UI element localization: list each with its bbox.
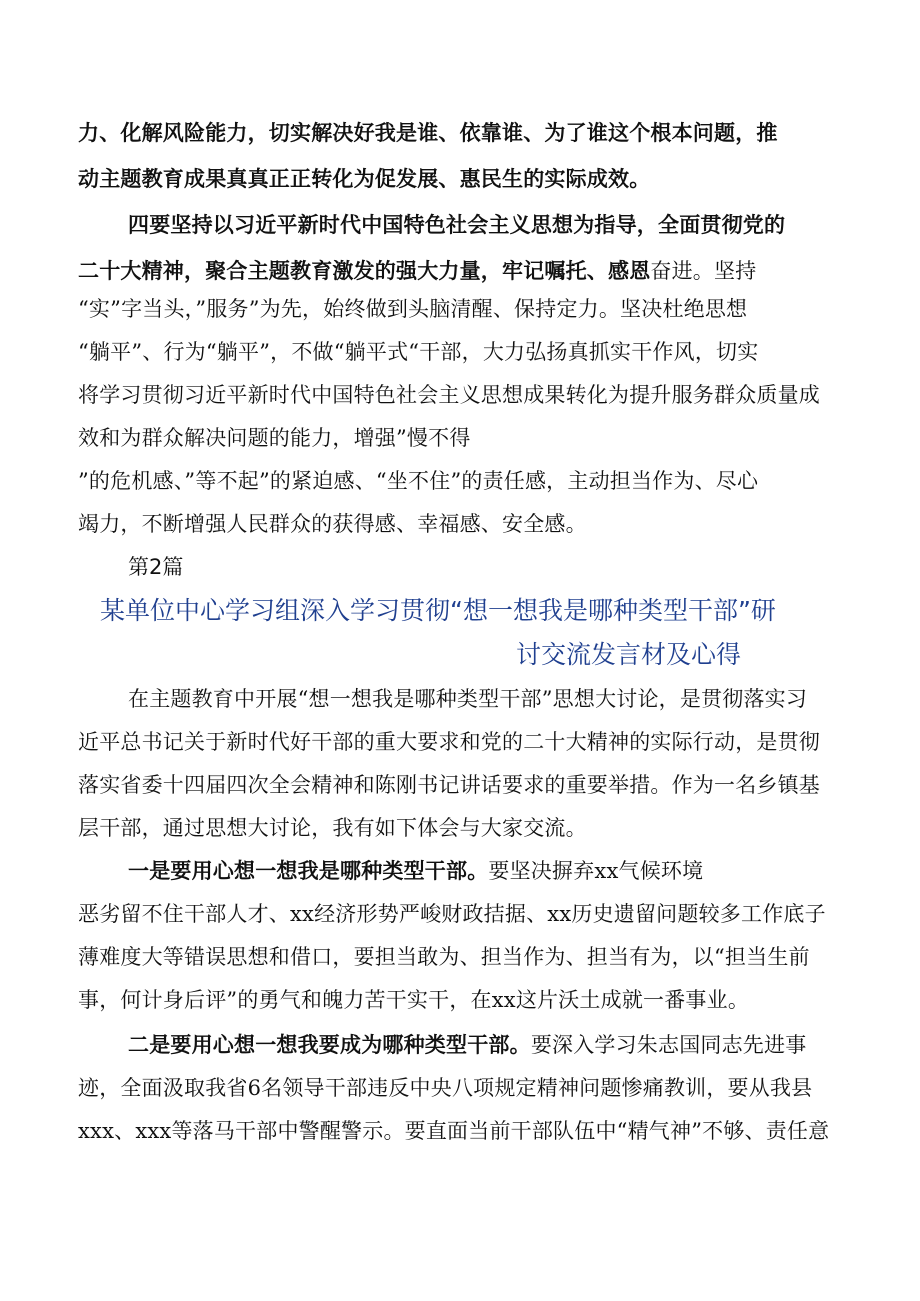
paragraph-line: 竭力，不断增强人民群众的获得感、幸福感、安全感。 bbox=[78, 512, 587, 536]
paragraph-line bbox=[128, 856, 848, 886]
paragraph-line: “实”字当头，”服务”为先，始终做到头脑清醒、保持定力。坚决杜绝思想 bbox=[78, 297, 748, 321]
text-phrase: 奋进。坚持 bbox=[650, 259, 757, 283]
paragraph-line: ”的危机感、”等不起”的紧迫感、“坐不住”的责任感，主动担当作为、尽心 bbox=[78, 469, 759, 493]
paragraph-line: 落实省委十四届四次全会精神和陈刚书记讲话要求的重要举措。作为一名乡镇基 bbox=[78, 773, 820, 797]
paragraph-line: 层干部，通过思想大讨论，我有如下体会与大家交流。 bbox=[78, 816, 587, 840]
paragraph-line: 恶劣留不住干部人才、xx经济形势严峻财政拮据、xx历史遗留问题较多工作底子 bbox=[78, 902, 826, 926]
paragraph-line: 薄难度大等错误思想和借口，要担当敢为、担当作为、担当有为，以“担当生前 bbox=[78, 945, 810, 969]
paragraph-line: 将学习贯彻习近平新时代中国特色社会主义思想成果转化为提升服务群众质量成 bbox=[78, 383, 820, 407]
bold-phrase: 二是要用心想一想我要成为哪种类型干部。 bbox=[128, 1033, 531, 1057]
text-phrase: 要深入学习朱志国同志先进事 bbox=[530, 1033, 807, 1057]
article-title-line-1: 某单位中心学习组深入学习贯彻“想一想我是哪种类型干部”研 bbox=[100, 596, 776, 625]
paragraph-line: 事，何计身后评”的勇气和魄力苦干实干，在xx这片沃土成就一番事业。 bbox=[78, 988, 750, 1012]
paragraph-line: 迹，全面汲取我省6名领导干部违反中央八项规定精神问题惨痛教训，要从我县 bbox=[78, 1076, 813, 1100]
article-title-line-2: 讨交流发言材及心得 bbox=[516, 640, 742, 669]
bold-phrase: 二十大精神，聚合主题教育激发的强大力量，牢记嘱托、感恩 bbox=[78, 259, 651, 283]
paragraph-line bbox=[128, 1030, 848, 1060]
bold-phrase: 一是要用心想一想我是哪种类型干部。 bbox=[128, 859, 489, 883]
paragraph-line: 力、化解风险能力，切实解决好我是谁、依靠谁、为了谁这个根本问题，推 bbox=[78, 121, 778, 145]
text-phrase: 要坚决摒弃xx气候环境 bbox=[488, 859, 704, 883]
paragraph-line: 近平总书记关于新时代好干部的重大要求和党的二十大精神的实际行动，是贯彻 bbox=[78, 730, 820, 754]
paragraph-line: 在主题教育中开展“想一想我是哪种类型干部”思想大讨论，是贯彻落实习 bbox=[128, 687, 808, 711]
paragraph-line: xxx、xxx等落马干部中警醒警示。要直面当前干部队伍中“精气神”不够、责任意 bbox=[78, 1119, 830, 1143]
paragraph-line: 四要坚持以习近平新时代中国特色社会主义思想为指导，全面贯彻党的 bbox=[128, 213, 786, 237]
paragraph-line bbox=[78, 256, 848, 286]
paragraph-line: 效和为群众解决问题的能力，增强”慢不得 bbox=[78, 426, 471, 450]
paragraph-line: “躺平”、行为“躺平”，不做“躺平式“干部，大力弘扬真抓实干作风，切实 bbox=[78, 340, 759, 364]
paragraph-line: 动主题教育成果真真正正转化为促发展、惠民生的实际成效。 bbox=[78, 167, 651, 191]
section-heading: 第2篇 bbox=[128, 555, 184, 579]
